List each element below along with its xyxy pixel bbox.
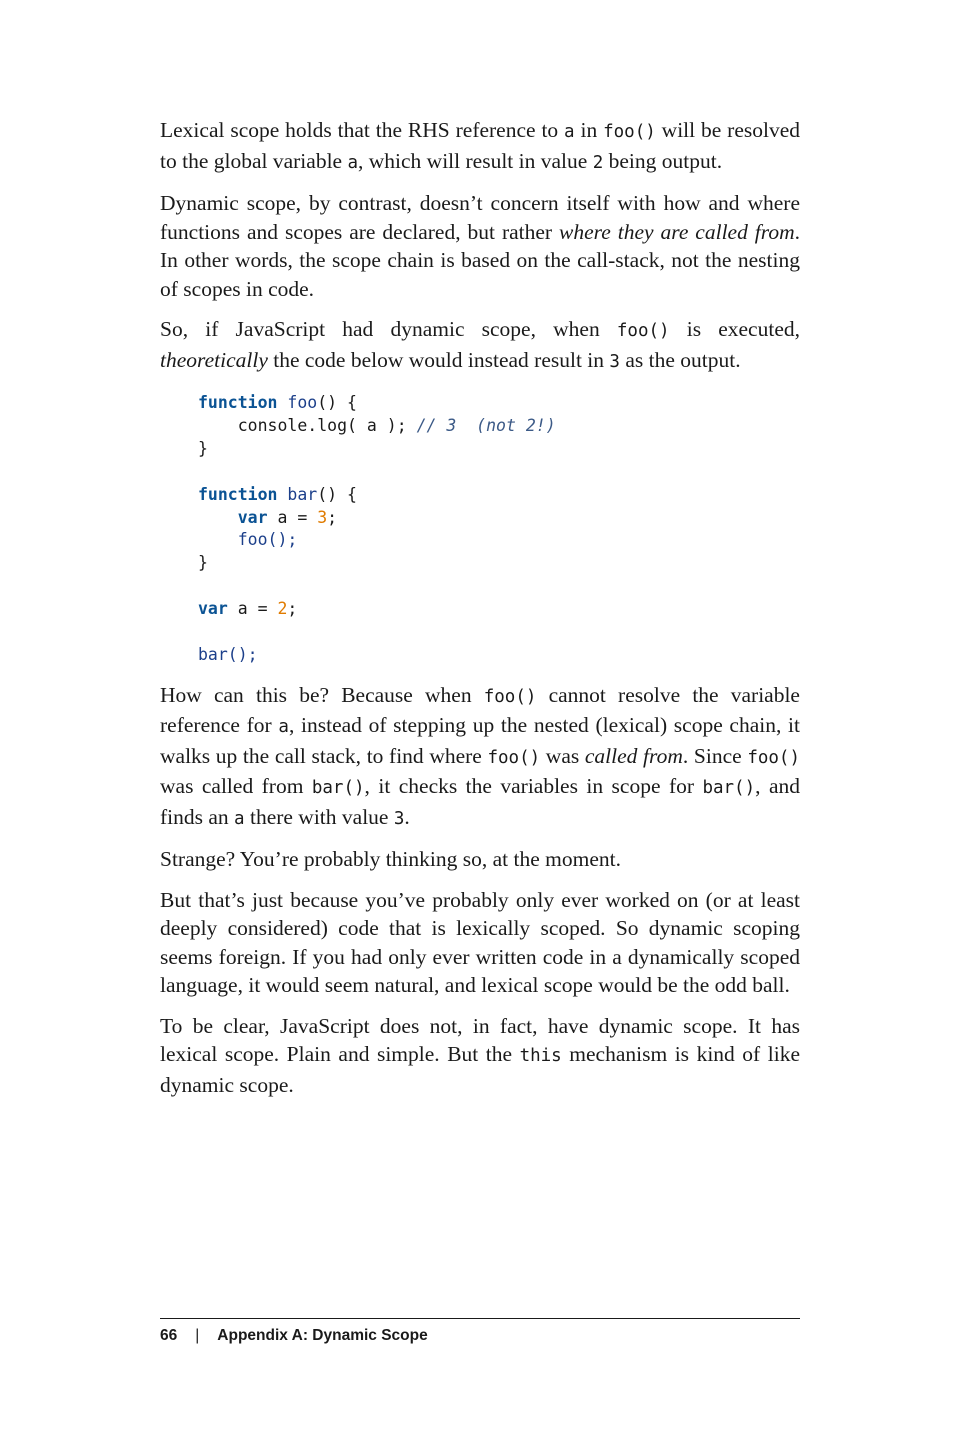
text: . — [404, 804, 410, 829]
paragraph-strange — [160, 845, 800, 874]
inline-code: foo() — [747, 747, 800, 768]
emphasis: theoretically — [160, 347, 268, 372]
code-comment: // 3 (not 2!) — [416, 415, 556, 435]
inline-code: foo() — [616, 321, 670, 341]
text: as the output. — [619, 347, 741, 372]
keyword: function — [198, 393, 278, 412]
text: , which will result in value — [358, 148, 593, 173]
text: in — [574, 118, 604, 142]
text: mechanism is kind of like dynamic scope. — [160, 1042, 800, 1097]
text: . In other words, the scope chain is based on the call-stack, not the nesting of scopes in code. — [160, 219, 800, 301]
paragraph-theoretical — [160, 315, 800, 376]
text: Strange? You’re probably thinking so, at the moment. — [160, 847, 621, 872]
text: the code below would instead result in — [267, 347, 610, 372]
inline-code: foo() — [487, 747, 541, 768]
page-number: 66 — [160, 1327, 178, 1344]
code-token: ; — [327, 507, 338, 527]
number-literal: 2 — [277, 599, 288, 619]
text: will be resolved to the global variable — [160, 118, 800, 173]
inline-code: this — [519, 1046, 562, 1067]
code-token: } — [198, 553, 208, 573]
text: , and finds an — [160, 774, 800, 829]
inline-code: a — [234, 808, 245, 829]
inline-code: bar() — [311, 778, 365, 799]
text: How can this be? Because when — [160, 682, 484, 707]
text: To be clear, JavaScript does not, in fact, have dynamic scope. It has lexical scope. Plain and simple. But the — [160, 1013, 800, 1067]
inline-code: 2 — [592, 152, 604, 173]
paragraph-lexically-scoped — [160, 886, 800, 1000]
code-token: a = — [267, 507, 318, 527]
function-call: foo(); — [237, 530, 298, 550]
code-token: () { — [317, 484, 357, 504]
text: , it checks the variables in scope for — [364, 774, 703, 799]
keyword: var — [198, 599, 228, 619]
text: was — [540, 743, 585, 768]
inline-code: 3 — [393, 808, 405, 829]
emphasis: where they are called from — [559, 219, 795, 244]
inline-code: a — [564, 122, 575, 142]
text: cannot resolve the variable reference for — [160, 682, 800, 738]
function-name: bar — [287, 484, 318, 504]
code-token: ; — [287, 599, 298, 619]
text: was called from — [160, 774, 312, 799]
text: Dynamic scope, by contrast, doesn’t concern itself with how and where functions and scopes are declared, but rather — [160, 191, 800, 244]
paragraph-dynamic-scope — [160, 189, 800, 303]
keyword: var — [237, 507, 268, 527]
code-listing — [198, 392, 800, 667]
code-token: () { — [317, 393, 357, 412]
paragraph-lexical-scope — [160, 116, 800, 177]
page-footer — [160, 1318, 800, 1345]
text: is executed, — [669, 317, 800, 341]
footer-separator: | — [195, 1327, 200, 1344]
number-literal: 3 — [317, 507, 328, 527]
code-token: } — [198, 438, 208, 458]
inline-code: a — [278, 717, 289, 738]
emphasis: called from — [584, 743, 683, 768]
text: Lexical scope holds that the RHS reference to — [160, 118, 565, 142]
inline-code: foo() — [603, 122, 656, 142]
text: there with value — [244, 804, 394, 829]
function-name: foo — [287, 393, 318, 412]
text: being output. — [603, 148, 723, 173]
keyword: function — [198, 484, 278, 504]
text: . Since — [682, 743, 748, 768]
code-token: a = — [227, 599, 278, 619]
inline-code: foo() — [483, 686, 537, 707]
text: , instead of stepping up the nested (lexical) scope chain, it walks up the call stack, to find where — [160, 713, 800, 768]
text: So, if JavaScript had dynamic scope, when — [160, 317, 617, 341]
text: But that’s just because you’ve probably only ever worked on (or at least deeply considered) code that is lexically scoped. So dynamic scoping seems foreign. If you had only ever written code in a dynamically scoped language, it would seem natural, and lexical scope would be the odd ball. — [160, 887, 800, 998]
function-call: bar(); — [198, 644, 258, 664]
footer-section-title: Appendix A: Dynamic Scope — [217, 1327, 428, 1344]
inline-code: a — [347, 152, 359, 173]
code-token: console.log( a ); — [237, 415, 417, 435]
page-content — [160, 116, 800, 1111]
paragraph-to-be-clear — [160, 1012, 800, 1100]
inline-code: bar() — [702, 778, 756, 799]
paragraph-explanation — [160, 681, 800, 834]
inline-code: 3 — [609, 351, 620, 372]
